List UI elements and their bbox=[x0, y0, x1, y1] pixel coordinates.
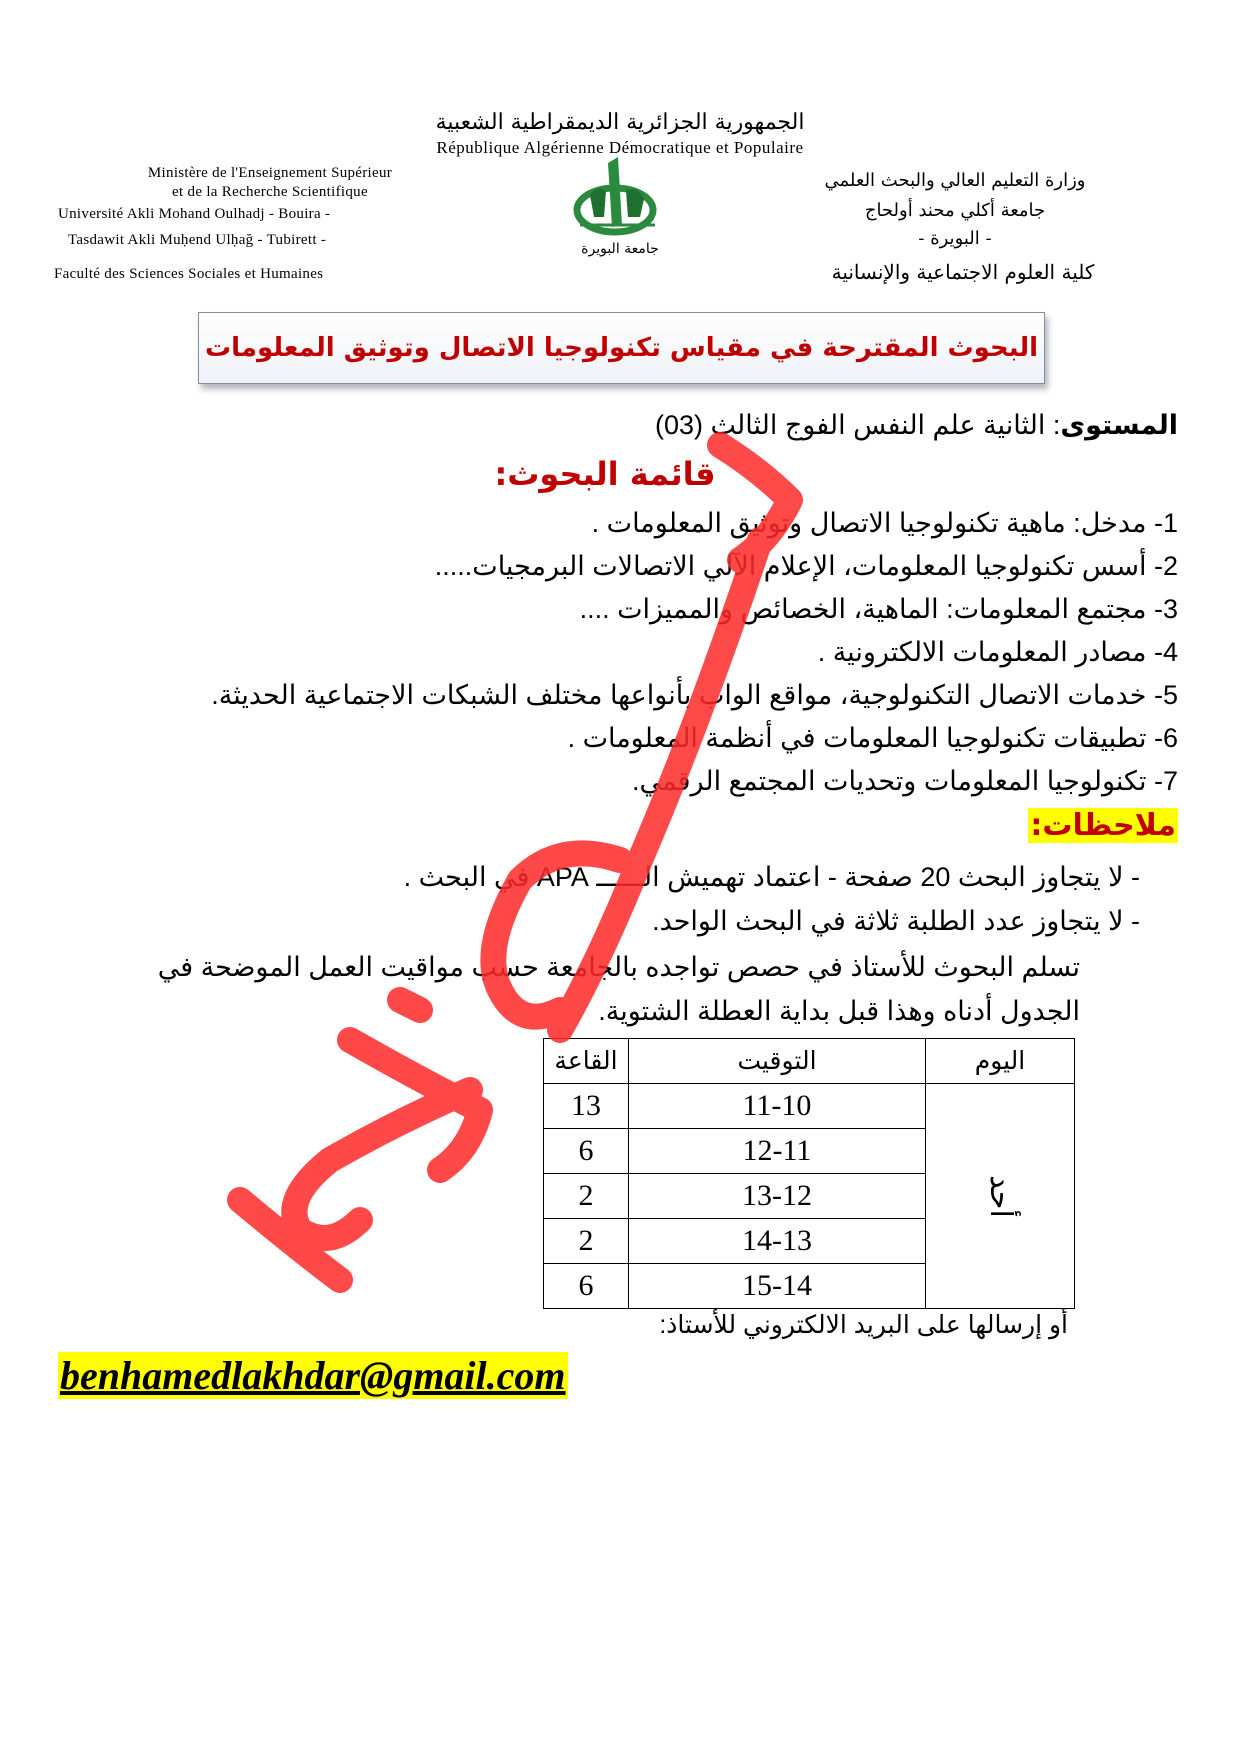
page-title: البحوث المقترحة في مقياس تكنولوجيا الاتصال وتوثيق المعلومات bbox=[205, 333, 1038, 363]
republic-french: République Algérienne Démocratique et Populaire bbox=[436, 138, 804, 157]
topic-item: 5- خدمات الاتصال التكنولوجية، مواقع الواب بأنواعها مختلف الشبكات الاجتماعية الحديثة. bbox=[211, 680, 1178, 710]
time-cell: 15-14 bbox=[629, 1264, 926, 1309]
city-arabic: - البويرة - bbox=[918, 228, 992, 249]
notes-title: ملاحظات: bbox=[1030, 808, 1176, 843]
table-row bbox=[544, 1084, 1075, 1129]
header-day: اليوم bbox=[926, 1039, 1075, 1084]
university-arabic: جامعة أكلي محند أولحاج bbox=[864, 200, 1046, 221]
topic-item: 4- مصادر المعلومات الالكترونية . bbox=[817, 637, 1178, 667]
ministry-french-line1: Ministère de l'Enseignement Supérieur bbox=[147, 165, 393, 181]
topic-item: 2- أسس تكنولوجيا المعلومات، الإعلام الآلي الاتصالات البرمجيات..... bbox=[434, 551, 1178, 581]
faculty-french: Faculté des Sciences Sociales et Humaines bbox=[54, 266, 324, 282]
table-header-row bbox=[544, 1039, 1075, 1084]
topic-item: 1- مدخل: ماهية تكنولوجيا الاتصال وتوثيق المعلومات . bbox=[591, 508, 1178, 538]
room-cell: 13 bbox=[544, 1084, 629, 1129]
republic-arabic: الجمهورية الجزائرية الديمقراطية الشعبية bbox=[435, 110, 805, 135]
room-cell: 2 bbox=[544, 1219, 629, 1264]
time-cell: 13-12 bbox=[629, 1174, 926, 1219]
faculty-arabic: كلية العلوم الاجتماعية والإنسانية bbox=[831, 260, 1095, 284]
topic-item: 3- مجتمع المعلومات: الماهية، الخصائص والمميزات .... bbox=[579, 594, 1178, 624]
list-title: قائمة البحوث: bbox=[494, 455, 716, 493]
ministry-arabic: وزارة التعليم العالي والبحث العلمي bbox=[824, 170, 1086, 191]
level-label: المستوى bbox=[1060, 410, 1178, 440]
schedule-table bbox=[543, 1038, 1075, 1309]
header-room: القاعة bbox=[544, 1039, 629, 1084]
logo-caption: جامعة البويرة bbox=[581, 241, 659, 257]
university-logo bbox=[560, 155, 680, 265]
topic-item: 7- تكنولوجيا المعلومات وتحديات المجتمع الرقمي. bbox=[631, 766, 1178, 796]
time-cell: 11-10 bbox=[629, 1084, 926, 1129]
topic-item: 6- تطبيقات تكنولوجيا المعلومات في أنظمة المعلومات . bbox=[567, 723, 1178, 753]
email-note: أو إرسالها على البريد الالكتروني للأستاذ: bbox=[659, 1311, 1068, 1339]
title-box bbox=[198, 312, 1045, 384]
room-cell: 2 bbox=[544, 1174, 629, 1219]
room-cell: 6 bbox=[544, 1264, 629, 1309]
room-cell: 6 bbox=[544, 1129, 629, 1174]
email-link[interactable]: benhamedlakhdar@gmail.com bbox=[60, 1353, 566, 1398]
level-text: : الثانية علم النفس الفوج الثالث (03) bbox=[654, 410, 1061, 440]
ministry-french-line2: et de la Recherche Scientifique bbox=[172, 184, 368, 200]
university-french: Université Akli Mohand Oulhadj - Bouira - bbox=[58, 206, 331, 222]
day-value: أحد bbox=[982, 1174, 1018, 1218]
time-cell: 14-13 bbox=[629, 1219, 926, 1264]
paragraph-line: الجدول أدناه وهذا قبل بداية العطلة الشتوية. bbox=[598, 996, 1080, 1026]
header-time: التوقيت bbox=[629, 1039, 926, 1084]
level-line bbox=[655, 410, 1178, 441]
paragraph-line: تسلم البحوث للأستاذ في حصص تواجده بالجامعة حسب مواقيت العمل الموضحة في bbox=[157, 952, 1080, 982]
university-berber: Tasdawit Akli Muḥend Ulḥağ - Tubirett - bbox=[68, 232, 327, 248]
time-cell: 12-11 bbox=[629, 1129, 926, 1174]
day-cell bbox=[926, 1084, 1075, 1309]
note-item: - لا يتجاوز عدد الطلبة ثلاثة في البحث الواحد. bbox=[652, 906, 1140, 936]
note-item: - لا يتجاوز البحث 20 صفحة - اعتماد تهميش الــــــ APA في البحث . bbox=[403, 862, 1140, 892]
